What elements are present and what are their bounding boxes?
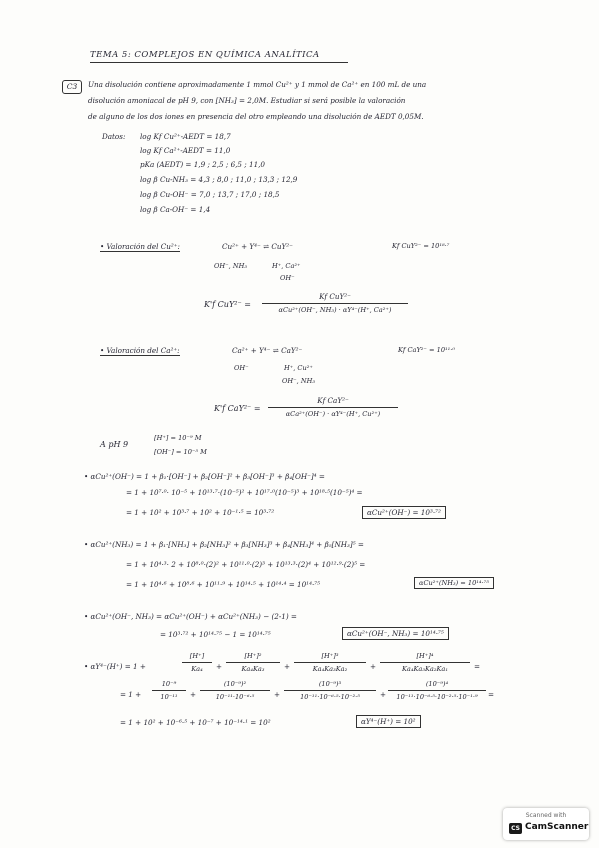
cu-kprime-num: Kf CuY²⁻ [319,292,351,301]
cu-side-3: OH⁻ [280,274,295,282]
page-title: TEMA 5: COMPLEJOS EN QUÍMICA ANALÍTICA [90,50,320,60]
datos-label: Datos: [102,132,126,141]
fraction-bar [380,662,470,663]
frac-den: Ka₄ [191,665,203,673]
ca-kprime-fraction [268,396,398,418]
alpha-oh-line-1: • αCu²⁺(OH⁻) = 1 + β₁·[OH⁻] + β₂[OH⁻]² + β₃[OH⁻]³ + β₄[OH⁻]⁴ = [84,472,325,481]
dato-2: log Kf Ca²⁺-AEDT = 11,0 [140,146,231,155]
problem-tag: C3 [62,80,82,94]
alpha-y-num-frac-3 [284,680,376,701]
scanned-with-label: Scanned with [525,812,567,819]
dato-5: log β Cu-OH⁻ = 7,0 ; 13,7 ; 17,0 ; 18,5 [140,190,280,199]
fraction-bar [294,662,366,663]
cu-side-2: H⁺, Ca²⁺ [272,262,301,270]
ca-kprime-den: αCa²⁺(OH⁻) · αY⁴⁻(H⁺, Cu²⁺) [285,410,381,418]
equals-one-plus: = 1 + [120,690,142,699]
alpha-y-frac-2 [226,652,280,673]
camscanner-watermark [503,808,589,840]
ca-side-3: OH⁻, NH₃ [282,377,315,385]
plus-sign: + [370,662,377,671]
frac-den: 10⁻¹¹·10⁻⁶·⁵·10⁻²·⁵ [300,693,360,701]
alpha-total-line-1: • αCu²⁺(OH⁻, NH₃) = αCu²⁺(OH⁻) + αCu²⁺(NH₃) − (2-1) = [84,612,297,621]
frac-num: (10⁻⁹)⁴ [425,680,449,688]
alpha-nh3-line-3: = 1 + 10⁴·⁶ + 10⁸·⁶ + 10¹¹·⁹ + 10¹⁴·⁵ + 10¹⁴·⁴ = 10¹⁴·⁷⁵ [126,580,320,589]
ph-oh: [OH⁻] = 10⁻⁵ M [154,448,207,456]
frac-den: Ka₄Ka₃Ka₂ [312,665,348,673]
fraction-bar [152,690,186,691]
alpha-oh-line-2: = 1 + 10⁷·⁰· 10⁻⁵ + 10¹³·⁷·(10⁻⁵)² + 10¹⁷·⁰(10⁻⁵)³ + 10¹⁸·⁵(10⁻⁵)⁴ = [126,488,363,497]
frac-den: Ka₄Ka₃Ka₂Ka₁ [401,665,448,673]
frac-num: (10⁻⁹)² [223,680,247,688]
plus-sign: + [216,662,223,671]
dato-3: pKa (AEDT) = 1,9 ; 2,5 ; 6,5 ; 11,0 [140,160,266,169]
ca-side-2: H⁺, Cu²⁺ [284,364,313,372]
alpha-y-lead: • αY⁴⁻(H⁺) = 1 + [84,662,146,671]
alpha-oh-result: αCu²⁺(OH⁻) = 10³·⁷² [362,506,446,519]
alpha-y-num-frac-2 [200,680,270,701]
ca-side-1: OH⁻ [234,364,249,372]
alpha-y-frac-1 [182,652,212,673]
statement-line-1: Una disolución contiene aproximadamente 1 mmol Cu²⁺ y 1 mmol de Ca²⁺ en 100 mL de una [88,80,427,89]
cu-kprime-den: αCu²⁺(OH⁻, NH₃) · αY⁴⁻(H⁺, Ca²⁺) [278,306,392,314]
fraction-bar [200,690,270,691]
dato-6: log β Ca-OH⁻ = 1,4 [140,205,211,214]
alpha-total-line-2: = 10³·⁷² + 10¹⁴·⁷⁵ − 1 = 10¹⁴·⁷⁵ [160,630,271,639]
alpha-y-line-3: = 1 + 10² + 10⁻⁶·⁵ + 10⁻⁷ + 10⁻¹⁴·¹ = 10² [120,718,271,727]
frac-den: 10⁻¹¹·10⁻⁶·⁵ [215,693,255,701]
cu-reaction: Cu²⁺ + Y⁴⁻ ⇌ CuY²⁻ [222,242,293,251]
cu-k: Kf CuY²⁻ = 10¹⁸·⁷ [392,242,450,250]
title-underline [90,62,348,63]
plus-sign: + [274,690,281,699]
frac-num: (10⁻⁹)³ [318,680,342,688]
ca-reaction: Ca²⁺ + Y⁴⁻ ⇌ CaY²⁻ [232,346,303,355]
plus-sign: + [284,662,291,671]
fraction-bar [388,690,486,691]
frac-num: 10⁻⁹ [161,680,177,688]
statement-line-2: disolución amoniacal de pH 9, con [NH₃] = 2,0M. Estudiar si será posible la valoración [88,96,406,105]
camscanner-label: CamScanner [525,822,589,832]
frac-den: 10⁻¹¹·10⁻⁶·⁵·10⁻²·⁵·10⁻¹·⁹ [396,693,478,701]
alpha-total-result: αCu²⁺(OH⁻, NH₃) = 10¹⁴·⁷⁵ [342,627,449,640]
alpha-y-frac-3 [294,652,366,673]
frac-den: 10⁻¹¹ [160,693,178,701]
ph-h: [H⁺] = 10⁻⁹ M [154,434,202,442]
ph-label: A pH 9 [100,440,129,449]
alpha-nh3-line-1: • αCu²⁺(NH₃) = 1 + β₁·[NH₃] + β₂[NH₃]² + β₃[NH₃]³ + β₄[NH₃]⁴ + β₅[NH₃]⁵ = [84,540,364,549]
alpha-nh3-line-2: = 1 + 10⁴·³· 2 + 10⁸·⁰·(2)² + 10¹¹·⁰·(2)³ + 10¹³·³·(2)⁴ + 10¹²·⁹·(2)⁵ = [126,560,366,569]
fraction-bar [262,303,408,304]
frac-num: [H⁺]³ [321,652,339,660]
dato-1: log Kf Cu²⁺-AEDT = 18,7 [140,132,231,141]
frac-den: Ka₄Ka₃ [241,665,265,673]
fraction-bar [226,662,280,663]
ca-kprime-lhs: K'f CaY²⁻ = [214,404,261,413]
camscanner-logo-icon: CS [509,823,522,834]
ca-k: Kf CaY²⁻ = 10¹¹·⁰ [398,346,456,354]
cu-side-1: OH⁻, NH₃ [214,262,247,270]
equals-sign: = [488,690,495,699]
frac-num: [H⁺]² [244,652,262,660]
fraction-bar [268,407,398,408]
alpha-y-num-frac-1 [152,680,186,701]
ca-kprime-num: Kf CaY²⁻ [317,396,349,405]
equals-sign: = [474,662,481,671]
cu-heading: • Valoración del Cu²⁺: [100,242,180,251]
plus-sign: + [380,690,387,699]
frac-num: [H⁺]⁴ [416,652,434,660]
plus-sign: + [190,690,197,699]
alpha-y-num-frac-4 [388,680,486,701]
alpha-y-frac-4 [380,652,470,673]
alpha-nh3-result: αCu²⁺(NH₃) = 10¹⁴·⁷⁵ [414,577,494,589]
statement-line-3: de alguno de los dos iones en presencia del otro empleando una disolución de AEDT 0,05M. [88,112,424,121]
alpha-oh-line-3: = 1 + 10² + 10³·⁷ + 10² + 10⁻¹·⁵ = 10³·⁷² [126,508,275,517]
cu-kprime-lhs: K'f CuY²⁻ = [204,300,251,309]
ca-heading: • Valoración del Ca²⁺: [100,346,180,355]
frac-num: [H⁺] [189,652,205,660]
cu-kprime-fraction [262,292,408,314]
fraction-bar [182,662,212,663]
fraction-bar [284,690,376,691]
alpha-y-result: αY⁴⁻(H⁺) = 10² [356,715,421,728]
dato-4: log β Cu-NH₃ = 4,3 ; 8,0 ; 11,0 ; 13,3 ; 12,9 [140,175,298,184]
